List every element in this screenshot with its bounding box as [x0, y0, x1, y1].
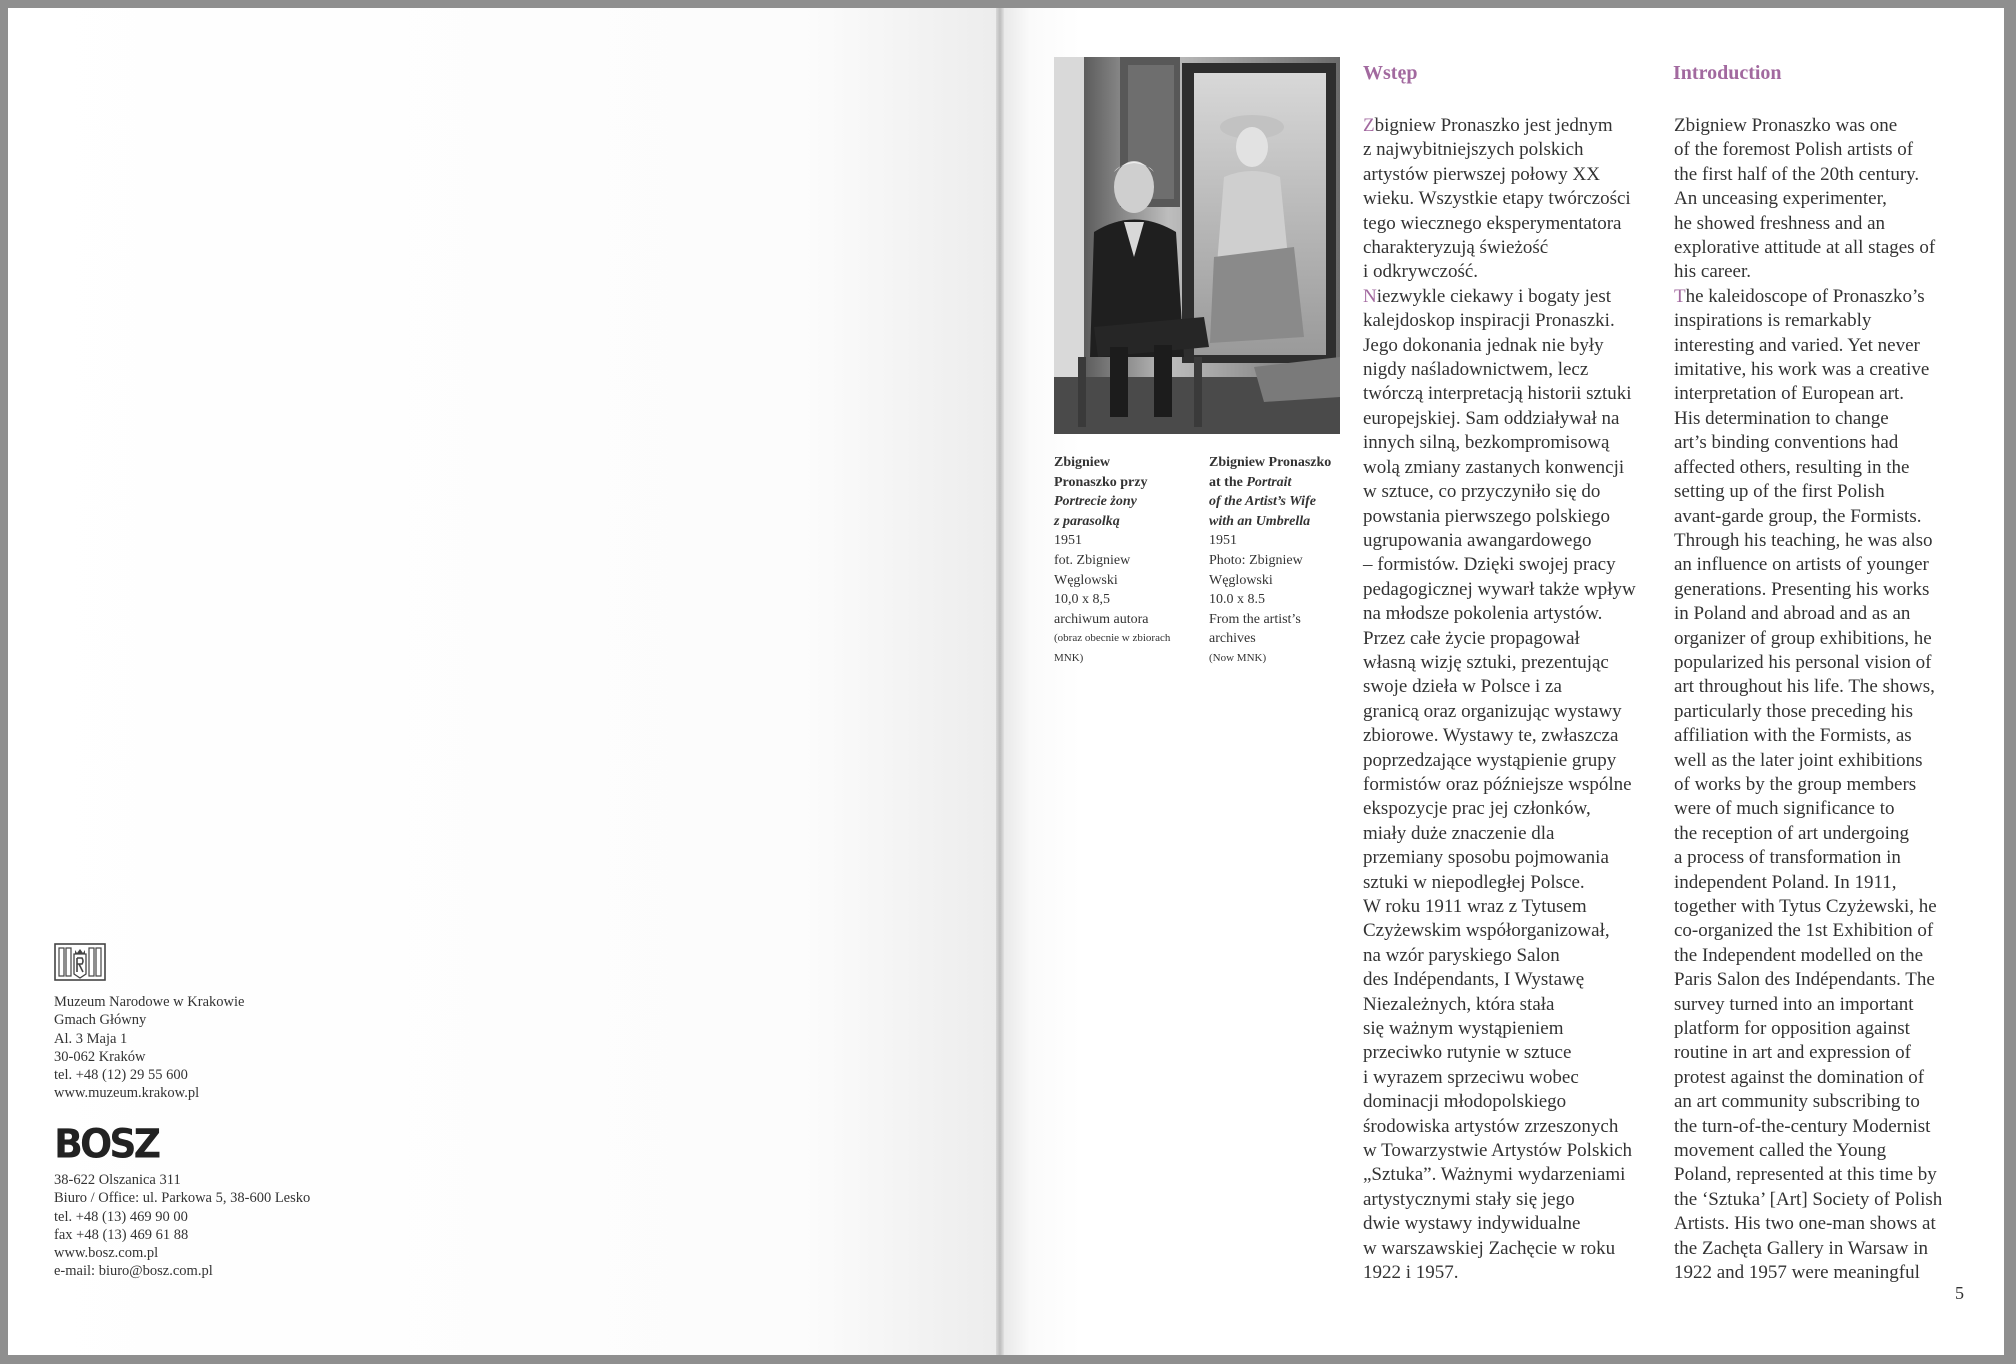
text-line-content: art throughout his life. The shows,	[1674, 676, 1935, 698]
initial-capital: T	[1674, 285, 1686, 307]
text-line-content: the turn-of-the-century Modernist	[1674, 1115, 1931, 1137]
text-line	[1363, 236, 1636, 260]
text-line	[1363, 1163, 1636, 1187]
text-line	[1363, 553, 1636, 577]
text-line-content: setting up of the first Polish	[1674, 481, 1885, 503]
text-line	[1363, 944, 1636, 968]
text-line	[1674, 675, 1942, 699]
text-line-content: An unceasing experimenter,	[1674, 188, 1887, 210]
text-line	[1674, 480, 1942, 504]
text-line-content: poprzedzające wystąpienie grupy	[1363, 749, 1617, 771]
text-line-content: Przez całe życie propagował	[1363, 627, 1580, 649]
caption-detail: From the artist’s	[1209, 611, 1301, 627]
publisher-address-line: e-mail: biuro@bosz.com.pl	[54, 1263, 213, 1280]
text-line-content: granicą oraz organizując wystawy	[1363, 700, 1622, 722]
text-line	[1674, 163, 1942, 187]
text-line	[1363, 627, 1636, 651]
text-line	[1674, 456, 1942, 480]
text-line	[1674, 968, 1942, 992]
text-line-content: affiliation with the Formists, as	[1674, 725, 1912, 747]
text-line-content: interpretation of European art.	[1674, 383, 1905, 405]
text-line	[1674, 529, 1942, 553]
text-line-content: – formistów. Dzięki swojej pracy	[1363, 554, 1616, 576]
text-line-content: wieku. Wszystkie etapy twórczości	[1363, 188, 1631, 210]
text-line	[1674, 260, 1942, 284]
text-line-content: in Poland and abroad and as an	[1674, 603, 1911, 625]
text-line-content: powstania pierwszego polskiego	[1363, 505, 1610, 527]
text-line	[1674, 358, 1942, 382]
text-line-content: Paris Salon des Indépendants. The	[1674, 969, 1935, 991]
text-line-content: routine in art and expression of	[1674, 1042, 1911, 1064]
text-line	[1363, 1017, 1636, 1041]
text-line-content: survey turned into an important	[1674, 993, 1914, 1015]
text-line-content: przeciwko rutynie w sztuce	[1363, 1042, 1572, 1064]
text-line	[1363, 187, 1636, 211]
text-line	[1674, 871, 1942, 895]
artist-photo	[1054, 57, 1340, 434]
text-line	[1674, 822, 1942, 846]
photo-caption-pl	[1054, 453, 1194, 669]
text-line-content: dwie wystawy indywidualne	[1363, 1213, 1581, 1235]
text-line-content: Poland, represented at this time by	[1674, 1164, 1937, 1186]
text-line	[1674, 1041, 1942, 1065]
text-line	[1363, 919, 1636, 943]
text-line	[1674, 724, 1942, 748]
text-line-content: an art community subscribing to	[1674, 1091, 1920, 1113]
text-line	[1363, 700, 1636, 724]
caption-detail: archiwum autora	[1054, 611, 1149, 627]
caption-artwork-title: Portrecie żony	[1054, 494, 1137, 510]
publisher-address-line: tel. +48 (13) 469 90 00	[54, 1208, 188, 1225]
text-line	[1363, 1115, 1636, 1139]
caption-detail: 10,0 x 8,5	[1054, 592, 1110, 608]
text-line	[1674, 846, 1942, 870]
text-line	[1674, 602, 1942, 626]
text-line	[1674, 797, 1942, 821]
text-line-content: explorative attitude at all stages of	[1674, 237, 1936, 259]
text-line-content: the first half of the 20th century.	[1674, 163, 1920, 185]
text-line-content: co-organized the 1st Exhibition of	[1674, 920, 1934, 942]
text-line-content: „Sztuka”. Ważnymi wydarzeniami	[1363, 1164, 1626, 1186]
text-line-content: he showed freshness and an	[1674, 212, 1886, 234]
text-line	[1674, 1017, 1942, 1041]
text-line	[1363, 895, 1636, 919]
text-line	[1363, 968, 1636, 992]
text-line	[1674, 627, 1942, 651]
text-line-content: avant-garde group, the Formists.	[1674, 505, 1922, 527]
text-line	[1674, 407, 1942, 431]
museum-address	[54, 993, 244, 1103]
caption-artwork-title: z parasolką	[1054, 513, 1120, 529]
initial-capital: N	[1363, 285, 1377, 307]
text-line-content: organizer of group exhibitions, he	[1674, 627, 1932, 649]
text-line-content: i odkrywczość.	[1363, 261, 1479, 283]
caption-detail: Węglowski	[1054, 572, 1118, 588]
body-text-pl	[1363, 114, 1636, 1286]
caption-title: Zbigniew Pronaszko	[1209, 455, 1332, 470]
text-line-content: artystów pierwszej połowy XX	[1363, 163, 1600, 185]
text-line	[1674, 1188, 1942, 1212]
text-line-content: an influence on artists of younger	[1674, 554, 1929, 576]
text-line-content: przemiany sposobu pojmowania	[1363, 847, 1609, 869]
text-line-content: dominacji młodopolskiego	[1363, 1091, 1567, 1113]
text-line-content: ekspozycje prac jej członków,	[1363, 798, 1591, 820]
text-line	[1674, 895, 1942, 919]
caption-detail: 1951	[1054, 533, 1082, 549]
text-line-content: interesting and varied. Yet never	[1674, 334, 1920, 356]
initial-capital: Z	[1363, 115, 1375, 136]
text-line-content: 1922 i 1957.	[1363, 1262, 1459, 1284]
text-line	[1674, 1237, 1942, 1261]
text-line	[1674, 773, 1942, 797]
text-line	[1363, 212, 1636, 236]
text-line	[1674, 553, 1942, 577]
publisher-address	[54, 1171, 310, 1281]
publisher-address-line: www.bosz.com.pl	[54, 1245, 159, 1262]
text-line-content: sztuki w niepodległej Polsce.	[1363, 871, 1585, 893]
text-line	[1363, 114, 1636, 138]
text-line-content: tego wiecznego eksperymentatora	[1363, 212, 1622, 234]
text-line	[1363, 1066, 1636, 1090]
text-line-content: iezwykle ciekawy i bogaty jest	[1376, 285, 1611, 307]
text-line	[1674, 1163, 1942, 1187]
text-line-content: własną wizję sztuki, prezentując	[1363, 651, 1609, 673]
caption-detail: fot. Zbigniew	[1054, 552, 1131, 568]
text-line-content: he kaleidoscope of Pronaszko’s	[1685, 285, 1925, 307]
text-line-content: innych silną, bezkompromisową	[1363, 432, 1610, 454]
text-line-content: independent Poland. In 1911,	[1674, 871, 1897, 893]
text-line-content: w Towarzystwie Artystów Polskich	[1363, 1140, 1633, 1162]
text-line	[1363, 334, 1636, 358]
text-line	[1363, 358, 1636, 382]
text-line	[1363, 1041, 1636, 1065]
museum-address-line: Gmach Główny	[54, 1012, 147, 1029]
text-line-content: i wyrazem sprzeciwu wobec	[1363, 1066, 1579, 1088]
text-line-content: Through his teaching, he was also	[1674, 529, 1933, 551]
text-line-content: of works by the group members	[1674, 773, 1917, 795]
text-line-content: Czyżewskim współorganizował,	[1363, 920, 1610, 942]
text-line	[1674, 187, 1942, 211]
text-line	[1363, 309, 1636, 333]
text-line-content: na młodsze pokolenia artystów.	[1363, 603, 1603, 625]
text-line	[1363, 675, 1636, 699]
text-line	[1674, 1261, 1942, 1285]
text-line	[1363, 138, 1636, 162]
text-line-content: pedagogicznej wywarł także wpływ	[1363, 578, 1636, 600]
museum-address-line: Al. 3 Maja 1	[54, 1030, 128, 1047]
text-line	[1363, 163, 1636, 187]
text-line-content: the Zachęta Gallery in Warsaw in	[1674, 1237, 1928, 1259]
museum-logo-icon	[54, 940, 106, 982]
caption-title: Zbigniew	[1054, 455, 1111, 470]
body-text-en	[1674, 114, 1942, 1286]
text-line	[1674, 578, 1942, 602]
text-line	[1363, 456, 1636, 480]
text-line-content: the ‘Sztuka’ [Art] Society of Polish	[1674, 1188, 1943, 1210]
text-line	[1363, 871, 1636, 895]
text-line	[1674, 749, 1942, 773]
text-line-content: His determination to change	[1674, 407, 1889, 429]
text-line-content: the Independent modelled on the	[1674, 944, 1924, 966]
text-line-content: swoje dzieła w Polsce i za	[1363, 676, 1562, 698]
text-line-content: z najwybitniejszych polskich	[1363, 139, 1584, 161]
text-line	[1363, 651, 1636, 675]
text-line	[1674, 919, 1942, 943]
text-line	[1363, 602, 1636, 626]
section-heading-en: Introduction	[1673, 62, 1782, 84]
text-line	[1674, 431, 1942, 455]
text-line-content: together with Tytus Czyżewski, he	[1674, 896, 1937, 917]
text-line-content: w warszawskiej Zachęcie w roku	[1363, 1237, 1616, 1259]
text-line-content: popularized his personal vision of	[1674, 651, 1932, 673]
text-line	[1363, 993, 1636, 1017]
text-line-content: bigniew Pronaszko jest jednym	[1374, 115, 1613, 136]
museum-address-line: tel. +48 (12) 29 55 600	[54, 1067, 188, 1084]
text-line-content: miały duże znaczenie dla	[1363, 822, 1555, 844]
text-line	[1674, 1066, 1942, 1090]
text-line	[1363, 749, 1636, 773]
text-line-content: were of much significance to	[1674, 798, 1895, 820]
text-line-content: wolą zmiany zastanych konwencji	[1363, 456, 1625, 478]
text-line	[1674, 700, 1942, 724]
text-line-content: his career.	[1674, 261, 1752, 283]
text-line-content: affected others, resulting in the	[1674, 456, 1910, 478]
text-line-content: a process of transformation in	[1674, 847, 1901, 869]
caption-artwork-title: Portrait	[1246, 474, 1292, 490]
text-line	[1363, 1090, 1636, 1114]
caption-artwork-title: with an Umbrella	[1209, 513, 1311, 529]
text-line-content: the reception of art undergoing	[1674, 822, 1909, 844]
text-line-content: of the foremost Polish artists of	[1674, 139, 1914, 161]
text-line	[1674, 651, 1942, 675]
text-line-content: Jego dokonania jednak nie były	[1363, 334, 1604, 356]
section-heading-pl: Wstęp	[1363, 62, 1418, 84]
text-line	[1674, 285, 1942, 309]
text-line-content: Zbigniew Pronaszko was one	[1674, 115, 1898, 136]
text-line-content: Artists. His two one-man shows at	[1674, 1213, 1936, 1235]
text-line-content: środowiska artystów zrzeszonych	[1363, 1115, 1619, 1137]
caption-detail: Węglowski	[1209, 572, 1273, 588]
book-spine	[996, 8, 1004, 1355]
museum-address-line: www.muzeum.krakow.pl	[54, 1085, 200, 1102]
text-line	[1363, 1212, 1636, 1236]
text-line	[1363, 529, 1636, 553]
caption-detail: 1951	[1209, 533, 1237, 549]
text-line	[1674, 944, 1942, 968]
text-line	[1363, 480, 1636, 504]
text-line-content: w sztuce, co przyczyniło się do	[1363, 481, 1601, 503]
caption-detail: Photo: Zbigniew	[1209, 552, 1303, 568]
museum-address-line: 30-062 Kraków	[54, 1048, 146, 1065]
text-line-content: movement called the Young	[1674, 1140, 1887, 1162]
text-line	[1363, 407, 1636, 431]
text-line	[1674, 993, 1942, 1017]
text-line	[1363, 773, 1636, 797]
text-line	[1363, 724, 1636, 748]
text-line	[1363, 285, 1636, 309]
text-line-content: artystycznymi stały się jego	[1363, 1188, 1575, 1210]
publisher-logo: BOSZ	[54, 1120, 159, 1168]
page-number: 5	[1955, 1283, 1964, 1303]
text-line-content: art’s binding conventions had	[1674, 432, 1899, 454]
text-line-content: formistów oraz późniejsze wspólne	[1363, 773, 1632, 795]
text-line	[1674, 1115, 1942, 1139]
text-line-content: inspirations is remarkably	[1674, 310, 1872, 332]
text-line	[1363, 260, 1636, 284]
text-line-content: well as the later joint exhibitions	[1674, 749, 1923, 771]
text-line	[1674, 505, 1942, 529]
text-line	[1674, 212, 1942, 236]
caption-detail: archives	[1209, 631, 1256, 647]
caption-note: (Now MNK)	[1209, 651, 1267, 664]
text-line	[1363, 1188, 1636, 1212]
text-line	[1363, 431, 1636, 455]
text-line	[1363, 822, 1636, 846]
caption-artwork-title: of the Artist’s Wife	[1209, 494, 1316, 510]
text-line	[1674, 1139, 1942, 1163]
text-line-content: W roku 1911 wraz z Tytusem	[1363, 896, 1587, 917]
text-line-content: platform for opposition against	[1674, 1018, 1910, 1040]
caption-title: at the	[1209, 474, 1247, 490]
text-line	[1363, 505, 1636, 529]
text-line	[1674, 138, 1942, 162]
text-line-content: protest against the domination of	[1674, 1066, 1925, 1088]
text-line	[1674, 334, 1942, 358]
text-line-content: Niezależnych, która stała	[1363, 993, 1555, 1015]
text-line-content: ugrupowania awangardowego	[1363, 529, 1592, 551]
text-line-content: kalejdoskop inspiracji Pronaszki.	[1363, 310, 1615, 332]
caption-title: Pronaszko przy	[1054, 474, 1148, 490]
text-line-content: particularly those preceding his	[1674, 700, 1914, 722]
text-line	[1363, 1261, 1636, 1285]
text-line-content: des Indépendants, I Wystawę	[1363, 969, 1585, 991]
text-line	[1674, 1090, 1942, 1114]
publisher-address-line: fax +48 (13) 469 61 88	[54, 1226, 189, 1243]
text-line	[1674, 236, 1942, 260]
publisher-address-line: Biuro / Office: ul. Parkowa 5, 38-600 Lesko	[54, 1190, 311, 1207]
text-line	[1363, 1139, 1636, 1163]
text-line	[1363, 382, 1636, 406]
text-line	[1363, 797, 1636, 821]
text-line-content: europejskiej. Sam oddziaływał na	[1363, 407, 1620, 429]
text-line-content: charakteryzują świeżość	[1363, 237, 1549, 259]
text-line-content: 1922 and 1957 were meaningful	[1674, 1262, 1920, 1284]
text-line	[1674, 114, 1942, 138]
text-line	[1674, 1212, 1942, 1236]
text-line	[1363, 846, 1636, 870]
text-line-content: imitative, his work was a creative	[1674, 359, 1930, 381]
museum-address-line: Muzeum Narodowe w Krakowie	[54, 994, 245, 1010]
text-line	[1363, 1237, 1636, 1261]
text-line	[1674, 309, 1942, 333]
caption-detail: 10.0 x 8.5	[1209, 592, 1265, 608]
caption-note: (obraz obecnie w zbiorach	[1054, 632, 1171, 645]
text-line-content: nigdy naśladownictwem, lecz	[1363, 359, 1589, 381]
text-line-content: się ważnym wystąpieniem	[1363, 1018, 1564, 1040]
text-line-content: zbiorowe. Wystawy te, zwłaszcza	[1363, 725, 1619, 747]
text-line-content: generations. Presenting his works	[1674, 578, 1930, 600]
text-line	[1363, 578, 1636, 602]
caption-note: MNK)	[1054, 651, 1084, 664]
publisher-address-line: 38-622 Olszanica 311	[54, 1172, 181, 1188]
photo-caption-en	[1209, 453, 1349, 669]
text-line-content: na wzór paryskiego Salon	[1363, 944, 1560, 966]
text-line	[1674, 382, 1942, 406]
text-line-content: twórczą interpretacją historii sztuki	[1363, 383, 1632, 405]
